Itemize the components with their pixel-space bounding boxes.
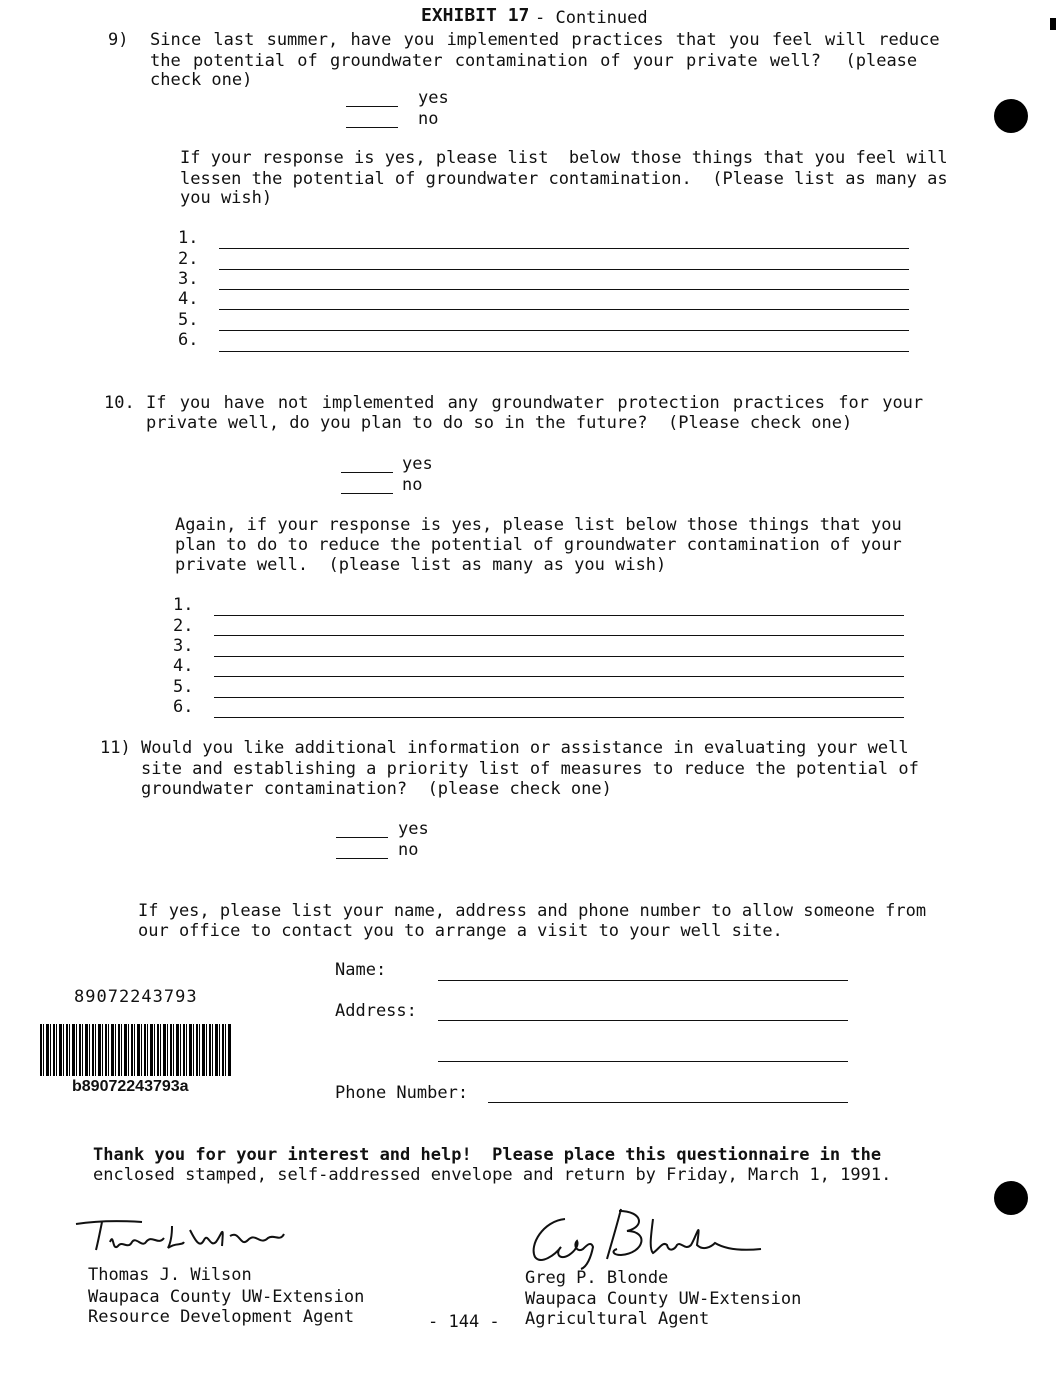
q10-number: 10.: [104, 393, 135, 413]
punch-hole-bottom: [994, 1181, 1028, 1215]
q9-answer-line[interactable]: [219, 330, 909, 331]
q11-yes-label: yes: [398, 819, 429, 839]
barcode-bottom-number: b89072243793a: [72, 1078, 189, 1095]
signature-thomas-wilson: [72, 1212, 287, 1267]
q11-line-3: groundwater contamination? (please check one): [141, 779, 612, 799]
q9-yes-checkbox[interactable]: [346, 106, 398, 107]
q10-answer-line[interactable]: [214, 656, 904, 657]
exhibit-continued: - Continued: [535, 8, 648, 28]
q10-answer-line[interactable]: [214, 697, 904, 698]
address-field-line-2[interactable]: [438, 1061, 848, 1062]
name-field[interactable]: [438, 980, 848, 981]
q9-number: 9): [108, 30, 129, 50]
q10-follow-line-1: Again, if your response is yes, please list below those things that you: [175, 515, 902, 535]
scan-mark: [1050, 18, 1056, 30]
q9-answer-line[interactable]: [219, 351, 909, 352]
q9-answer-line[interactable]: [219, 269, 909, 270]
q10-list-number: 6.: [173, 697, 194, 717]
q10-list-number: 3.: [173, 636, 194, 656]
q11-line-1: Would you like additional information or assistance in evaluating your well: [141, 738, 909, 758]
q9-line-1: Since last summer, have you implemented practices that you feel will reduce: [150, 30, 940, 50]
q10-list-number: 5.: [173, 677, 194, 697]
phone-field[interactable]: [488, 1102, 848, 1103]
signer-left-name: Thomas J. Wilson: [88, 1265, 252, 1285]
q11-follow-line-2: our office to contact you to arrange a visit to your well site.: [138, 921, 783, 941]
q9-no-checkbox[interactable]: [346, 127, 398, 128]
closing-line-1: Thank you for your interest and help! Please place this questionnaire in the: [93, 1145, 882, 1165]
page-number: - 144 -: [428, 1312, 500, 1332]
punch-hole-top: [994, 99, 1028, 133]
q9-list-number: 4.: [178, 289, 199, 309]
q11-no-checkbox[interactable]: [336, 858, 388, 859]
q10-line-1: If you have not implemented any groundwater protection practices for your: [146, 393, 924, 413]
q9-follow-line-1: If your response is yes, please list below those things that you feel will: [180, 148, 948, 168]
q10-no-checkbox[interactable]: [341, 493, 393, 494]
q9-line-2: the potential of groundwater contamination of your private well? (please: [150, 51, 918, 71]
q9-answer-line[interactable]: [219, 289, 909, 290]
q10-yes-checkbox[interactable]: [341, 472, 393, 473]
exhibit-title: EXHIBIT 17: [421, 5, 530, 26]
q9-no-label: no: [418, 109, 439, 129]
barcode-image: [40, 1024, 232, 1076]
q11-no-label: no: [398, 840, 419, 860]
name-label: Name:: [335, 960, 387, 980]
q9-line-3: check one): [150, 70, 253, 90]
q9-answer-line[interactable]: [219, 248, 909, 249]
q10-list-number: 4.: [173, 656, 194, 676]
q10-follow-line-2: plan to do to reduce the potential of groundwater contamination of your: [175, 535, 902, 555]
signer-left-org: Waupaca County UW-Extension: [88, 1287, 365, 1307]
q10-follow-line-3: private well. (please list as many as you wish): [175, 555, 667, 575]
q10-line-2: private well, do you plan to do so in the future? (Please check one): [146, 413, 853, 433]
q9-answer-line[interactable]: [219, 309, 909, 310]
address-field-line-1[interactable]: [438, 1020, 848, 1021]
q11-number: 11): [100, 738, 131, 758]
barcode-top-number: 89072243793: [74, 987, 198, 1007]
q10-no-label: no: [402, 475, 423, 495]
q11-yes-checkbox[interactable]: [336, 837, 388, 838]
q10-answer-line[interactable]: [214, 717, 904, 718]
address-label: Address:: [335, 1001, 417, 1021]
signature-greg-blonde: [525, 1205, 765, 1270]
q10-answer-line[interactable]: [214, 615, 904, 616]
q9-list-number: 5.: [178, 310, 199, 330]
q11-line-2: site and establishing a priority list of measures to reduce the potential of: [141, 759, 919, 779]
signer-right-org: Waupaca County UW-Extension: [525, 1289, 802, 1309]
q9-list-number: 2.: [178, 249, 199, 269]
q10-answer-line[interactable]: [214, 635, 904, 636]
q10-answer-line[interactable]: [214, 676, 904, 677]
q9-follow-line-2: lessen the potential of groundwater contamination. (Please list as many as: [180, 169, 948, 189]
q10-list-number: 2.: [173, 616, 194, 636]
q9-list-number: 1.: [178, 228, 199, 248]
q9-list-number: 6.: [178, 330, 199, 350]
signer-right-title: Agricultural Agent: [525, 1309, 710, 1329]
q9-follow-line-3: you wish): [180, 188, 273, 208]
q9-yes-label: yes: [418, 88, 449, 108]
phone-label: Phone Number:: [335, 1083, 469, 1103]
signer-left-title: Resource Development Agent: [88, 1307, 355, 1327]
q11-follow-line-1: If yes, please list your name, address and phone number to allow someone from: [138, 901, 927, 921]
q9-list-number: 3.: [178, 269, 199, 289]
q10-yes-label: yes: [402, 454, 433, 474]
closing-line-2: enclosed stamped, self-addressed envelope and return by Friday, March 1, 1991.: [93, 1165, 892, 1185]
q10-list-number: 1.: [173, 595, 194, 615]
signer-right-name: Greg P. Blonde: [525, 1268, 669, 1288]
